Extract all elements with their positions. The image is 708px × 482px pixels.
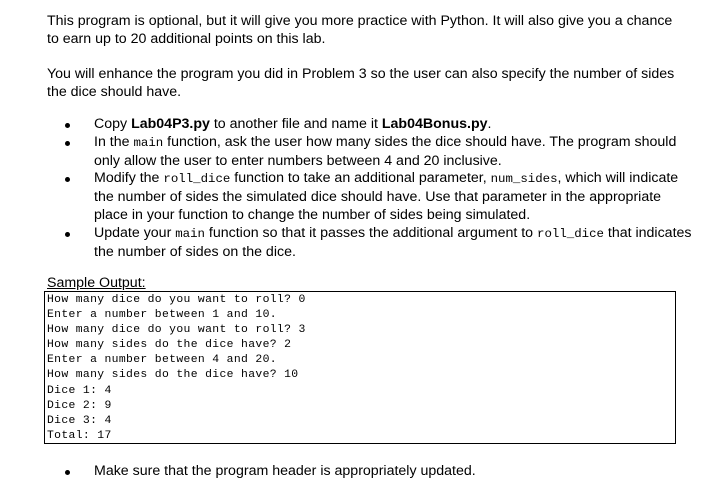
list-item (0, 134, 694, 171)
list-item-text: Make sure that the program header is appropriately updated. (94, 463, 476, 479)
code-roll-dice: roll_dice (163, 172, 231, 187)
bullet-icon (65, 123, 70, 128)
intro-paragraph-2: You will enhance the program you did in Problem 3 so the user can also specify the number of sides the dice should have. (47, 66, 675, 100)
bullet-icon (65, 470, 70, 475)
intro-paragraph-1: This program is optional, but it will give you more practice with Python. It will also give you a chance to earn up to 20 additional points on this lab. (47, 13, 673, 47)
output-line: Enter a number between 1 and 10. (47, 309, 277, 322)
bullet-icon (65, 232, 70, 237)
output-line: Total: 17 (47, 429, 112, 442)
code-num-sides: num_sides (490, 172, 558, 187)
code-roll-dice: roll_dice (537, 226, 604, 241)
output-line: How many dice do you want to roll? 0 (47, 294, 306, 306)
list-item (0, 463, 694, 481)
code-main: main (133, 135, 164, 150)
list-item-text: function so that it passes the additional argument to (204, 224, 538, 241)
code-main: main (175, 226, 205, 241)
output-line: How many dice do you want to roll? 3 (47, 324, 306, 337)
list-item (0, 116, 694, 134)
list-item-text: that indicates the number of sides on the dice. (94, 224, 692, 260)
output-line: Dice 2: 9 (47, 399, 112, 412)
output-line: Dice 1: 4 (47, 384, 112, 397)
list-item (0, 225, 694, 262)
bullet-icon (65, 177, 70, 182)
instructions-list (0, 116, 694, 261)
list-item-text: Modify the (94, 170, 164, 187)
list-item-text: function to take an additional parameter, (230, 170, 491, 187)
list-item-text: In the (94, 133, 134, 150)
list-item-text: Copy (94, 116, 132, 132)
sample-output-box (44, 291, 676, 444)
output-line: Enter a number between 4 and 20. (47, 354, 277, 367)
filename-target: Lab04Bonus.py (381, 116, 488, 132)
output-line: Dice 3: 4 (47, 414, 112, 427)
list-item-text: Update your (94, 224, 176, 241)
list-item-text: to another file and name it (209, 116, 382, 132)
output-line: How many sides do the dice have? 2 (47, 339, 292, 352)
list-item-text: . (487, 116, 492, 132)
final-instruction-list (0, 463, 694, 481)
list-item (0, 170, 694, 224)
output-line: How many sides do the dice have? 10 (47, 369, 299, 382)
filename-source: Lab04P3.py (131, 116, 210, 132)
list-item-text: function, ask the user how many sides the dice should have. The program should only allow the user to enter numbers between 4 and 20 inclusive. (94, 133, 677, 169)
bullet-icon (65, 141, 70, 146)
list-item-text: , which will indicate the number of sides the simulated dice should have. Use that parameter in the appropriate place in your function to change the number of sides being simulated. (94, 170, 679, 223)
sample-output-label: Sample Output: (47, 275, 146, 291)
